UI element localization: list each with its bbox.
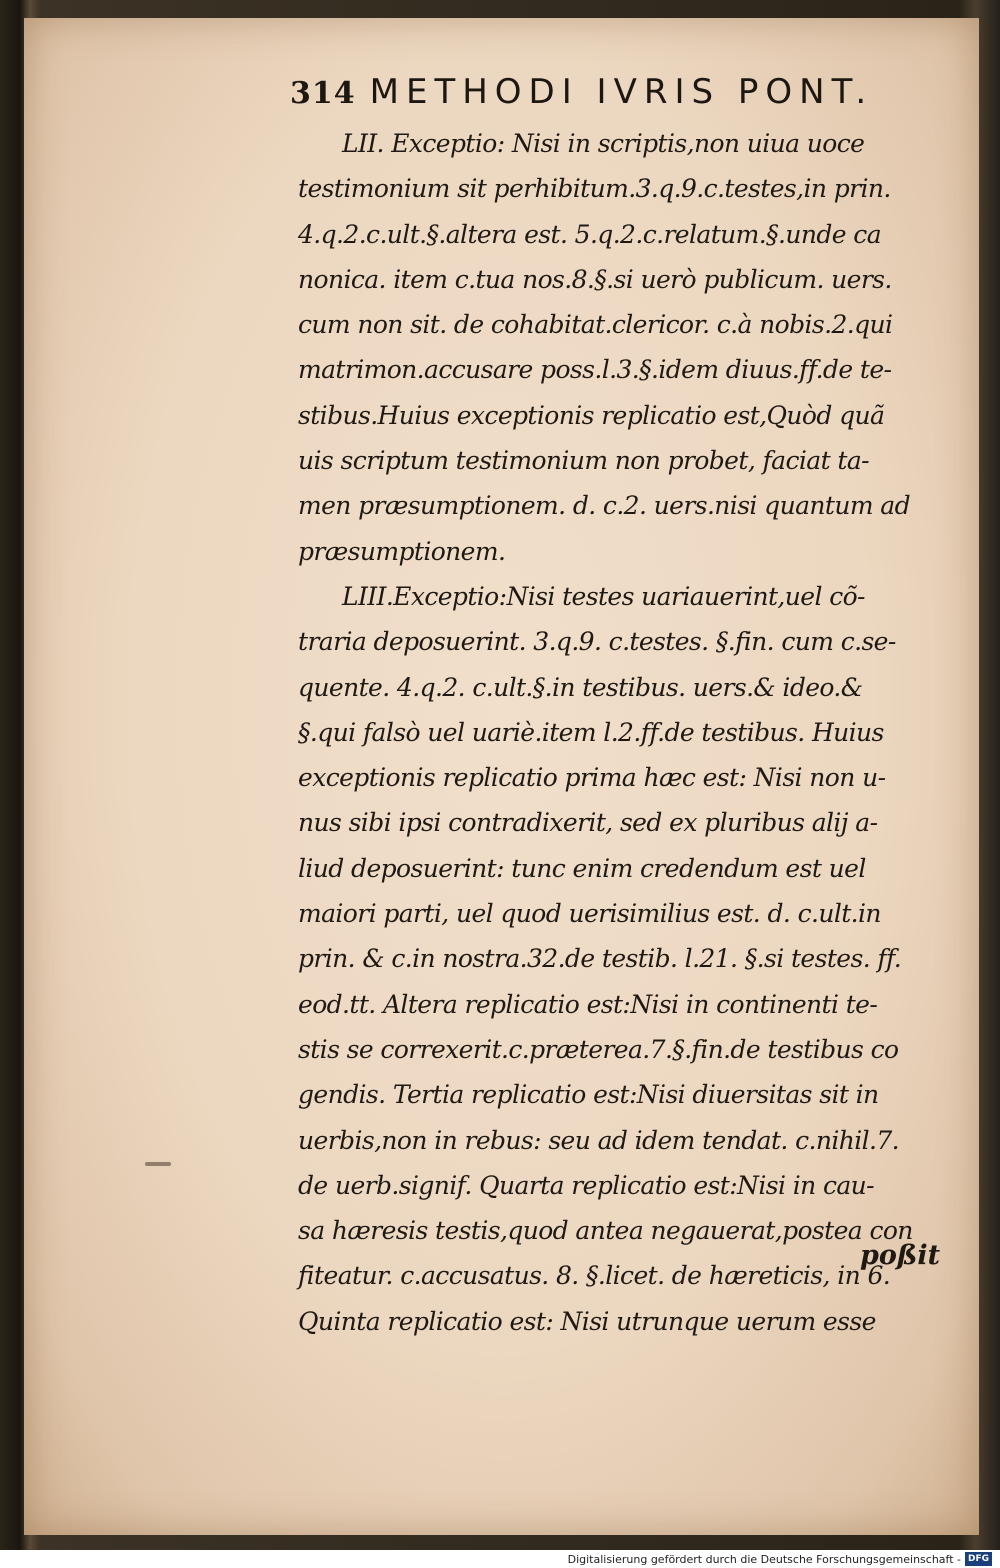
text-line: uerbis,non in rebus: seu ad idem tendat. c.nihil.7.: [298, 1125, 900, 1155]
text-line: stibus.Huius exceptionis replicatio est,Quòd quã: [298, 400, 885, 430]
running-header: [290, 72, 910, 120]
text-line: traria deposuerint. 3.q.9. c.testes. §.fin. cum c.se-: [298, 627, 896, 657]
text-line: exceptionis replicatio prima hæc est: Nisi non u-: [298, 763, 886, 793]
text-line: eod.tt. Altera replicatio est:Nisi in continenti te-: [298, 989, 878, 1019]
text-line: gendis. Tertia replicatio est:Nisi diuersitas sit in: [298, 1080, 879, 1110]
text-line: quente. 4.q.2. c.ult.§.in testibus. uers.& ideo.&: [298, 672, 863, 702]
text-line: nus sibi ipsi contradixerit, sed ex pluribus alij a-: [298, 808, 878, 838]
text-line: men præsumptionem. d. c.2. uers.nisi quantum ad: [298, 491, 910, 521]
text-line: LII. Exceptio: Nisi in scriptis,non uiua uoce: [342, 129, 865, 158]
dfg-logo-icon: DFG: [965, 1552, 992, 1566]
text-line: Quinta replicatio est: Nisi utrunque uerum esse: [298, 1306, 876, 1336]
text-line: LIII.Exceptio:Nisi testes uariauerint,uel cõ-: [342, 581, 865, 611]
funding-credit: Digitalisierung gefördert durch die Deutsche Forschungsgemeinschaft -: [567, 1552, 961, 1566]
page-number: 314: [290, 76, 356, 111]
text-line: sa hæresis testis,quod antea negauerat,postea con: [298, 1216, 913, 1246]
text-line: uis scriptum testimonium non probet, faciat ta-: [298, 446, 869, 476]
text-line: liud deposuerint: tunc enim credendum est uel: [298, 853, 866, 883]
running-title: METHODI IVRIS PONT.: [369, 72, 874, 112]
text-line: fiteatur. c.accusatus. 8. §.licet. de hæreticis, in 6.: [298, 1261, 891, 1291]
text-block: [298, 121, 941, 1344]
catchword: poßit: [860, 1240, 941, 1271]
text-line: de uerb.signif. Quarta replicatio est:Nisi in cau-: [298, 1170, 874, 1200]
text-line: nonica. item c.tua nos.8.§.si uerò publicum. uers.: [298, 264, 892, 294]
text-line: 4.q.2.c.ult.§.altera est. 5.q.2.c.relatum.§.unde ca: [298, 219, 881, 249]
text-line: testimonium sit perhibitum.3.q.9.c.testes,in prin.: [298, 174, 891, 204]
text-line: prin. & c.in nostra.32.de testib. l.21. §.si testes. ff.: [298, 944, 902, 974]
digitization-footer: [0, 1550, 1000, 1568]
text-line: præsumptionem.: [298, 536, 506, 566]
text-line: stis se correxerit.c.præterea.7.§.fin.de testibus co: [298, 1034, 899, 1064]
page-stain: [145, 1162, 171, 1166]
text-line: matrimon.accusare poss.l.3.§.idem diuus.ff.de te-: [298, 355, 892, 385]
text-line: cum non sit. de cohabitat.clericor. c.à nobis.2.qui: [298, 310, 893, 340]
text-line: §.qui falsò uel uariè.item l.2.ff.de testibus. Huius: [298, 717, 884, 747]
text-line: maiori parti, uel quod uerisimilius est. d. c.ult.in: [298, 899, 881, 929]
